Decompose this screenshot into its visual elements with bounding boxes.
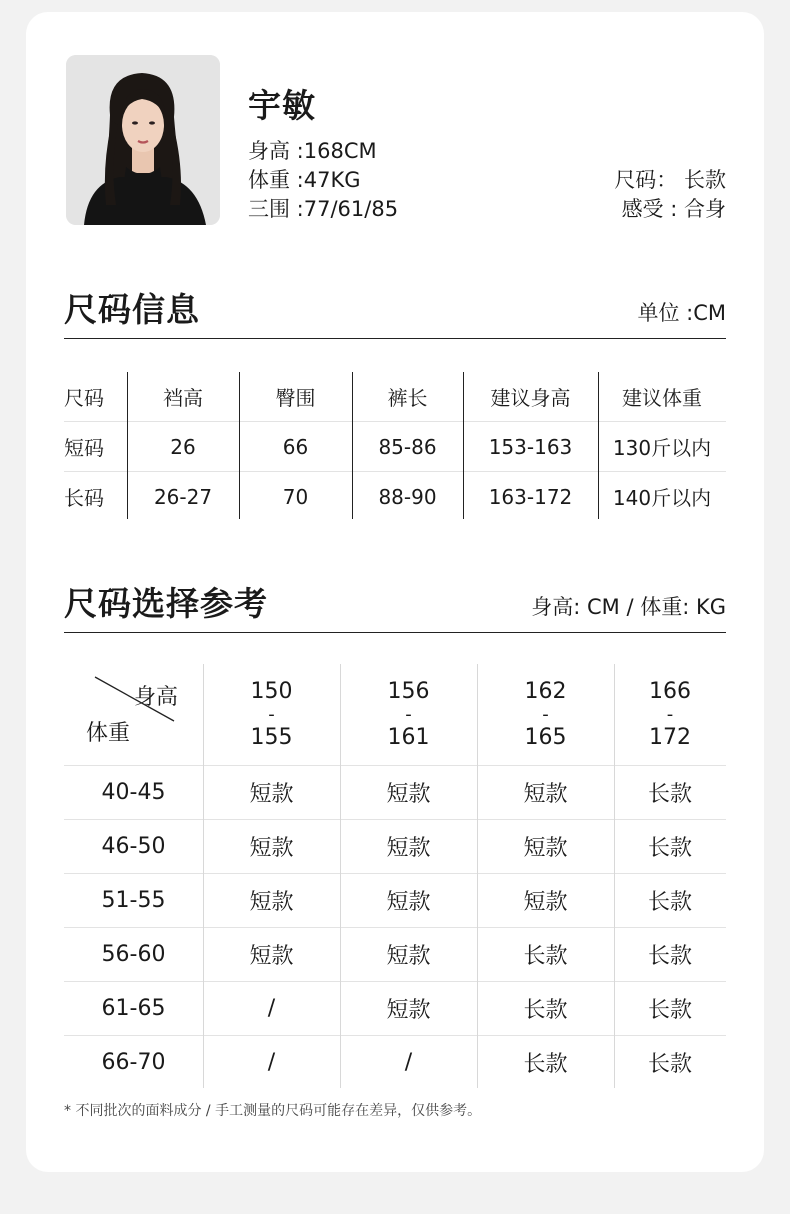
column-divider	[463, 372, 464, 519]
range-from: 150	[250, 678, 293, 704]
column-divider	[477, 664, 478, 1088]
size-cell: 长款	[647, 944, 692, 969]
model-size-worn: 尺码： 长款	[614, 168, 726, 192]
height-range-header	[340, 664, 477, 765]
height-header-row	[64, 664, 726, 766]
model-weight: 体重 :47KG	[248, 168, 361, 192]
size-cell: 短款	[523, 782, 568, 807]
header-cell: 尺码	[64, 386, 104, 410]
weight-range-cell: 51-55	[101, 888, 166, 913]
header-cell: 建议身高	[490, 386, 571, 410]
size-cell: 短款	[249, 836, 294, 861]
size-cell: 短款	[386, 944, 431, 969]
range-dash: -	[405, 703, 412, 725]
range-from: 156	[387, 678, 430, 704]
corner-header-cell	[64, 664, 203, 765]
size-info-title: 尺码信息	[64, 290, 200, 329]
table-cell: 26	[170, 434, 196, 459]
size-cell: /	[267, 996, 276, 1021]
table-row	[64, 874, 726, 928]
model-height: 身高 :168CM	[248, 139, 377, 163]
table-row	[64, 982, 726, 1036]
size-cell: 短款	[249, 944, 294, 969]
size-cell: 长款	[647, 836, 692, 861]
size-cell: 短款	[523, 890, 568, 915]
header-cell: 裤长	[387, 386, 428, 410]
weight-range-cell: 40-45	[101, 780, 166, 805]
model-portrait-illustration	[66, 55, 220, 225]
size-cell: /	[404, 1050, 413, 1075]
size-cell: 短款	[523, 836, 568, 861]
column-divider	[614, 664, 615, 1088]
size-guide-card	[26, 12, 764, 1172]
table-cell: 88-90	[378, 484, 437, 509]
table-cell: 26-27	[153, 484, 213, 509]
table-cell: 85-86	[378, 434, 437, 459]
column-divider	[598, 372, 599, 519]
weight-range-cell: 61-65	[101, 996, 166, 1021]
column-divider	[352, 372, 353, 519]
header-cell: 裆高	[163, 386, 203, 410]
size-select-divider	[64, 632, 726, 633]
column-divider	[239, 372, 240, 519]
size-info-header-row	[64, 372, 726, 421]
model-fit-feel: 感受 : 合身	[621, 197, 726, 221]
size-select-unit: 身高: CM / 体重: KG	[531, 595, 726, 619]
header-cell: 臀围	[275, 386, 316, 410]
range-to: 172	[649, 724, 691, 750]
range-to: 155	[250, 724, 293, 750]
footnote: * 不同批次的面料成分 / 手工测量的尺码可能存在差异，仅供参考。	[64, 1103, 482, 1119]
weight-range-cell: 46-50	[101, 834, 166, 859]
size-cell: 长款	[647, 1052, 692, 1077]
table-row	[64, 1036, 726, 1089]
size-cell: 短款	[386, 782, 431, 807]
table-cell: 130斤以内	[612, 436, 712, 460]
size-cell: /	[267, 1050, 276, 1075]
table-cell: 70	[282, 484, 309, 509]
height-range-header	[614, 664, 726, 765]
table-row	[64, 766, 726, 820]
weight-range-cell: 56-60	[101, 942, 166, 967]
table-cell: 140斤以内	[612, 486, 712, 510]
table-row	[64, 820, 726, 874]
size-cell: 短款	[249, 890, 294, 915]
table-cell: 短码	[64, 436, 104, 460]
model-measurements: 三围 :77/61/85	[248, 197, 399, 221]
table-cell: 66	[282, 434, 309, 459]
height-range-header	[203, 664, 340, 765]
table-cell: 长码	[64, 486, 104, 510]
range-to: 165	[524, 724, 567, 750]
size-info-unit: 单位 :CM	[637, 301, 726, 325]
range-to: 161	[387, 724, 430, 750]
size-cell: 长款	[647, 890, 692, 915]
size-cell: 长款	[647, 998, 692, 1023]
table-cell: 163-172	[488, 484, 573, 509]
range-from: 162	[524, 678, 567, 704]
size-cell: 长款	[523, 944, 568, 969]
column-divider	[127, 372, 128, 519]
column-divider	[203, 664, 204, 1088]
size-info-divider	[64, 338, 726, 339]
model-name: 宇敏	[248, 86, 316, 125]
size-cell: 短款	[249, 782, 294, 807]
size-cell: 长款	[523, 998, 568, 1023]
range-from: 166	[649, 678, 691, 704]
size-info-table	[64, 372, 726, 521]
range-dash: -	[268, 703, 275, 725]
range-dash: -	[542, 703, 549, 725]
range-dash: -	[666, 703, 674, 725]
size-cell: 长款	[523, 1052, 568, 1077]
header-cell: 建议体重	[622, 386, 702, 410]
size-cell: 短款	[386, 998, 431, 1023]
size-cell: 长款	[647, 782, 692, 807]
table-cell: 153-163	[488, 434, 573, 459]
model-photo	[66, 55, 220, 225]
size-cell: 短款	[386, 836, 431, 861]
table-row	[64, 928, 726, 982]
corner-height-label: 身高	[134, 685, 179, 710]
weight-range-cell: 66-70	[101, 1050, 166, 1075]
table-row	[64, 421, 726, 471]
column-divider	[340, 664, 341, 1088]
size-cell: 短款	[386, 890, 431, 915]
corner-weight-label: 体重	[86, 721, 131, 746]
height-range-header	[477, 664, 614, 765]
table-row	[64, 471, 726, 521]
size-select-table	[64, 664, 726, 1089]
size-select-title: 尺码选择参考	[64, 584, 268, 623]
